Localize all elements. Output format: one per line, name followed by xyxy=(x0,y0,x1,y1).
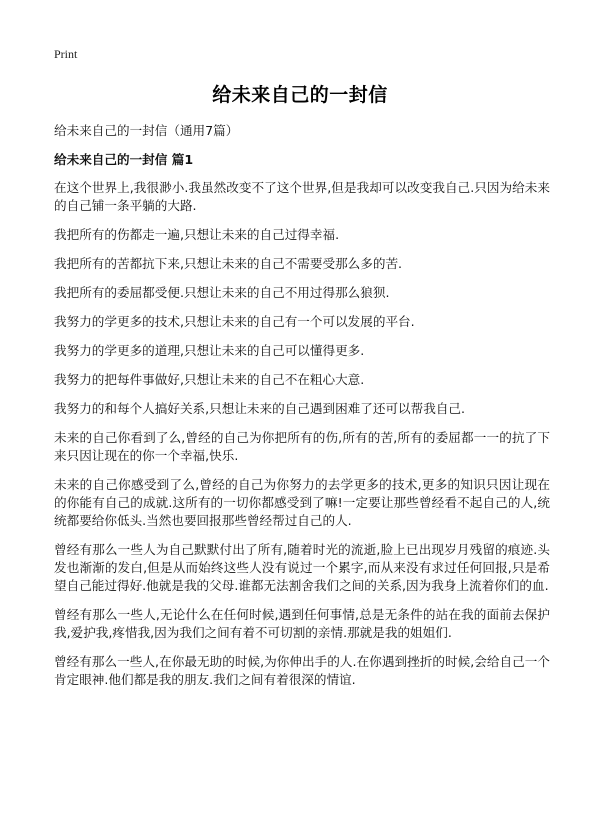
paragraph: 我努力的学更多的技术,只想让未来的自己有一个可以发展的平台. xyxy=(54,314,415,329)
paragraph: 在这个世界上,我很渺小.我虽然改变不了这个世界,但是我却可以改变我自己.只因为给未来的自己铺一条平躺的大路. xyxy=(54,180,550,213)
paragraph: 曾经有那么一些人,在你最无助的时候,为你伸出手的人.在你遇到挫折的时候,会给自己一个肯定眼神.他们都是我的朋友.我们之间有着很深的情谊. xyxy=(54,654,550,687)
paragraph: 我努力的学更多的道理,只想让未来的自己可以懂得更多. xyxy=(54,343,365,358)
paragraph: 我努力的和每个人搞好关系,只想让未来的自己遇到困难了还可以帮我自己. xyxy=(54,401,466,416)
article-body xyxy=(54,122,550,700)
paragraph: 曾经有那么一些人,无论什么在任何时候,遇到任何事情,总是无条件的站在我的面前去保护我,爱护我,疼惜我,因为我们之间有着不可切割的亲情.那就是我的姐姐们. xyxy=(54,607,550,640)
paragraph: 未来的自己你看到了么,曾经的自己为你把所有的伤,所有的苦,所有的委屈都一一的抗了下来只因让现在的你一个幸福,快乐. xyxy=(54,430,550,463)
page-title: 给未来自己的一封信 xyxy=(212,84,388,106)
paragraph: 曾经有那么一些人为自己默默付出了所有,随着时光的流逝,脸上已出现岁月残留的痕迹.头发也渐渐的发白,但是从而始终这些人没有说过一个累字,而从来没有求过任何回报,只是希望自己能过得好.他就是我的父母.谁都无法割舍我们之间的关系,因为我身上流着你们的血. xyxy=(54,542,550,593)
section-heading: 给未来自己的一封信 篇1 xyxy=(54,152,194,167)
paragraph: 我把所有的苦都抗下来,只想让未来的自己不需要受那么多的苦. xyxy=(54,256,403,271)
paragraph: 我把所有的伤都走一遍,只想让未来的自己过得幸福. xyxy=(54,227,340,242)
paragraph: 我努力的把每件事做好,只想让未来的自己不在粗心大意. xyxy=(54,372,365,387)
article-subtitle: 给未来自己的一封信（通用7篇） xyxy=(54,123,239,138)
print-label: Print xyxy=(54,47,78,61)
paragraph: 未来的自己你感受到了么,曾经的自己为你努力的去学更多的技术,更多的知识只因让现在的你能有自己的成就.这所有的一切你都感受到了嘛!一定要让那些曾经看不起自己的人,统统都要给你低头.当然也要回报那些曾经帮过自己的人. xyxy=(54,477,550,528)
paragraph: 我把所有的委屈都受便.只想让未来的自己不用过得那么狼狈. xyxy=(54,285,390,300)
